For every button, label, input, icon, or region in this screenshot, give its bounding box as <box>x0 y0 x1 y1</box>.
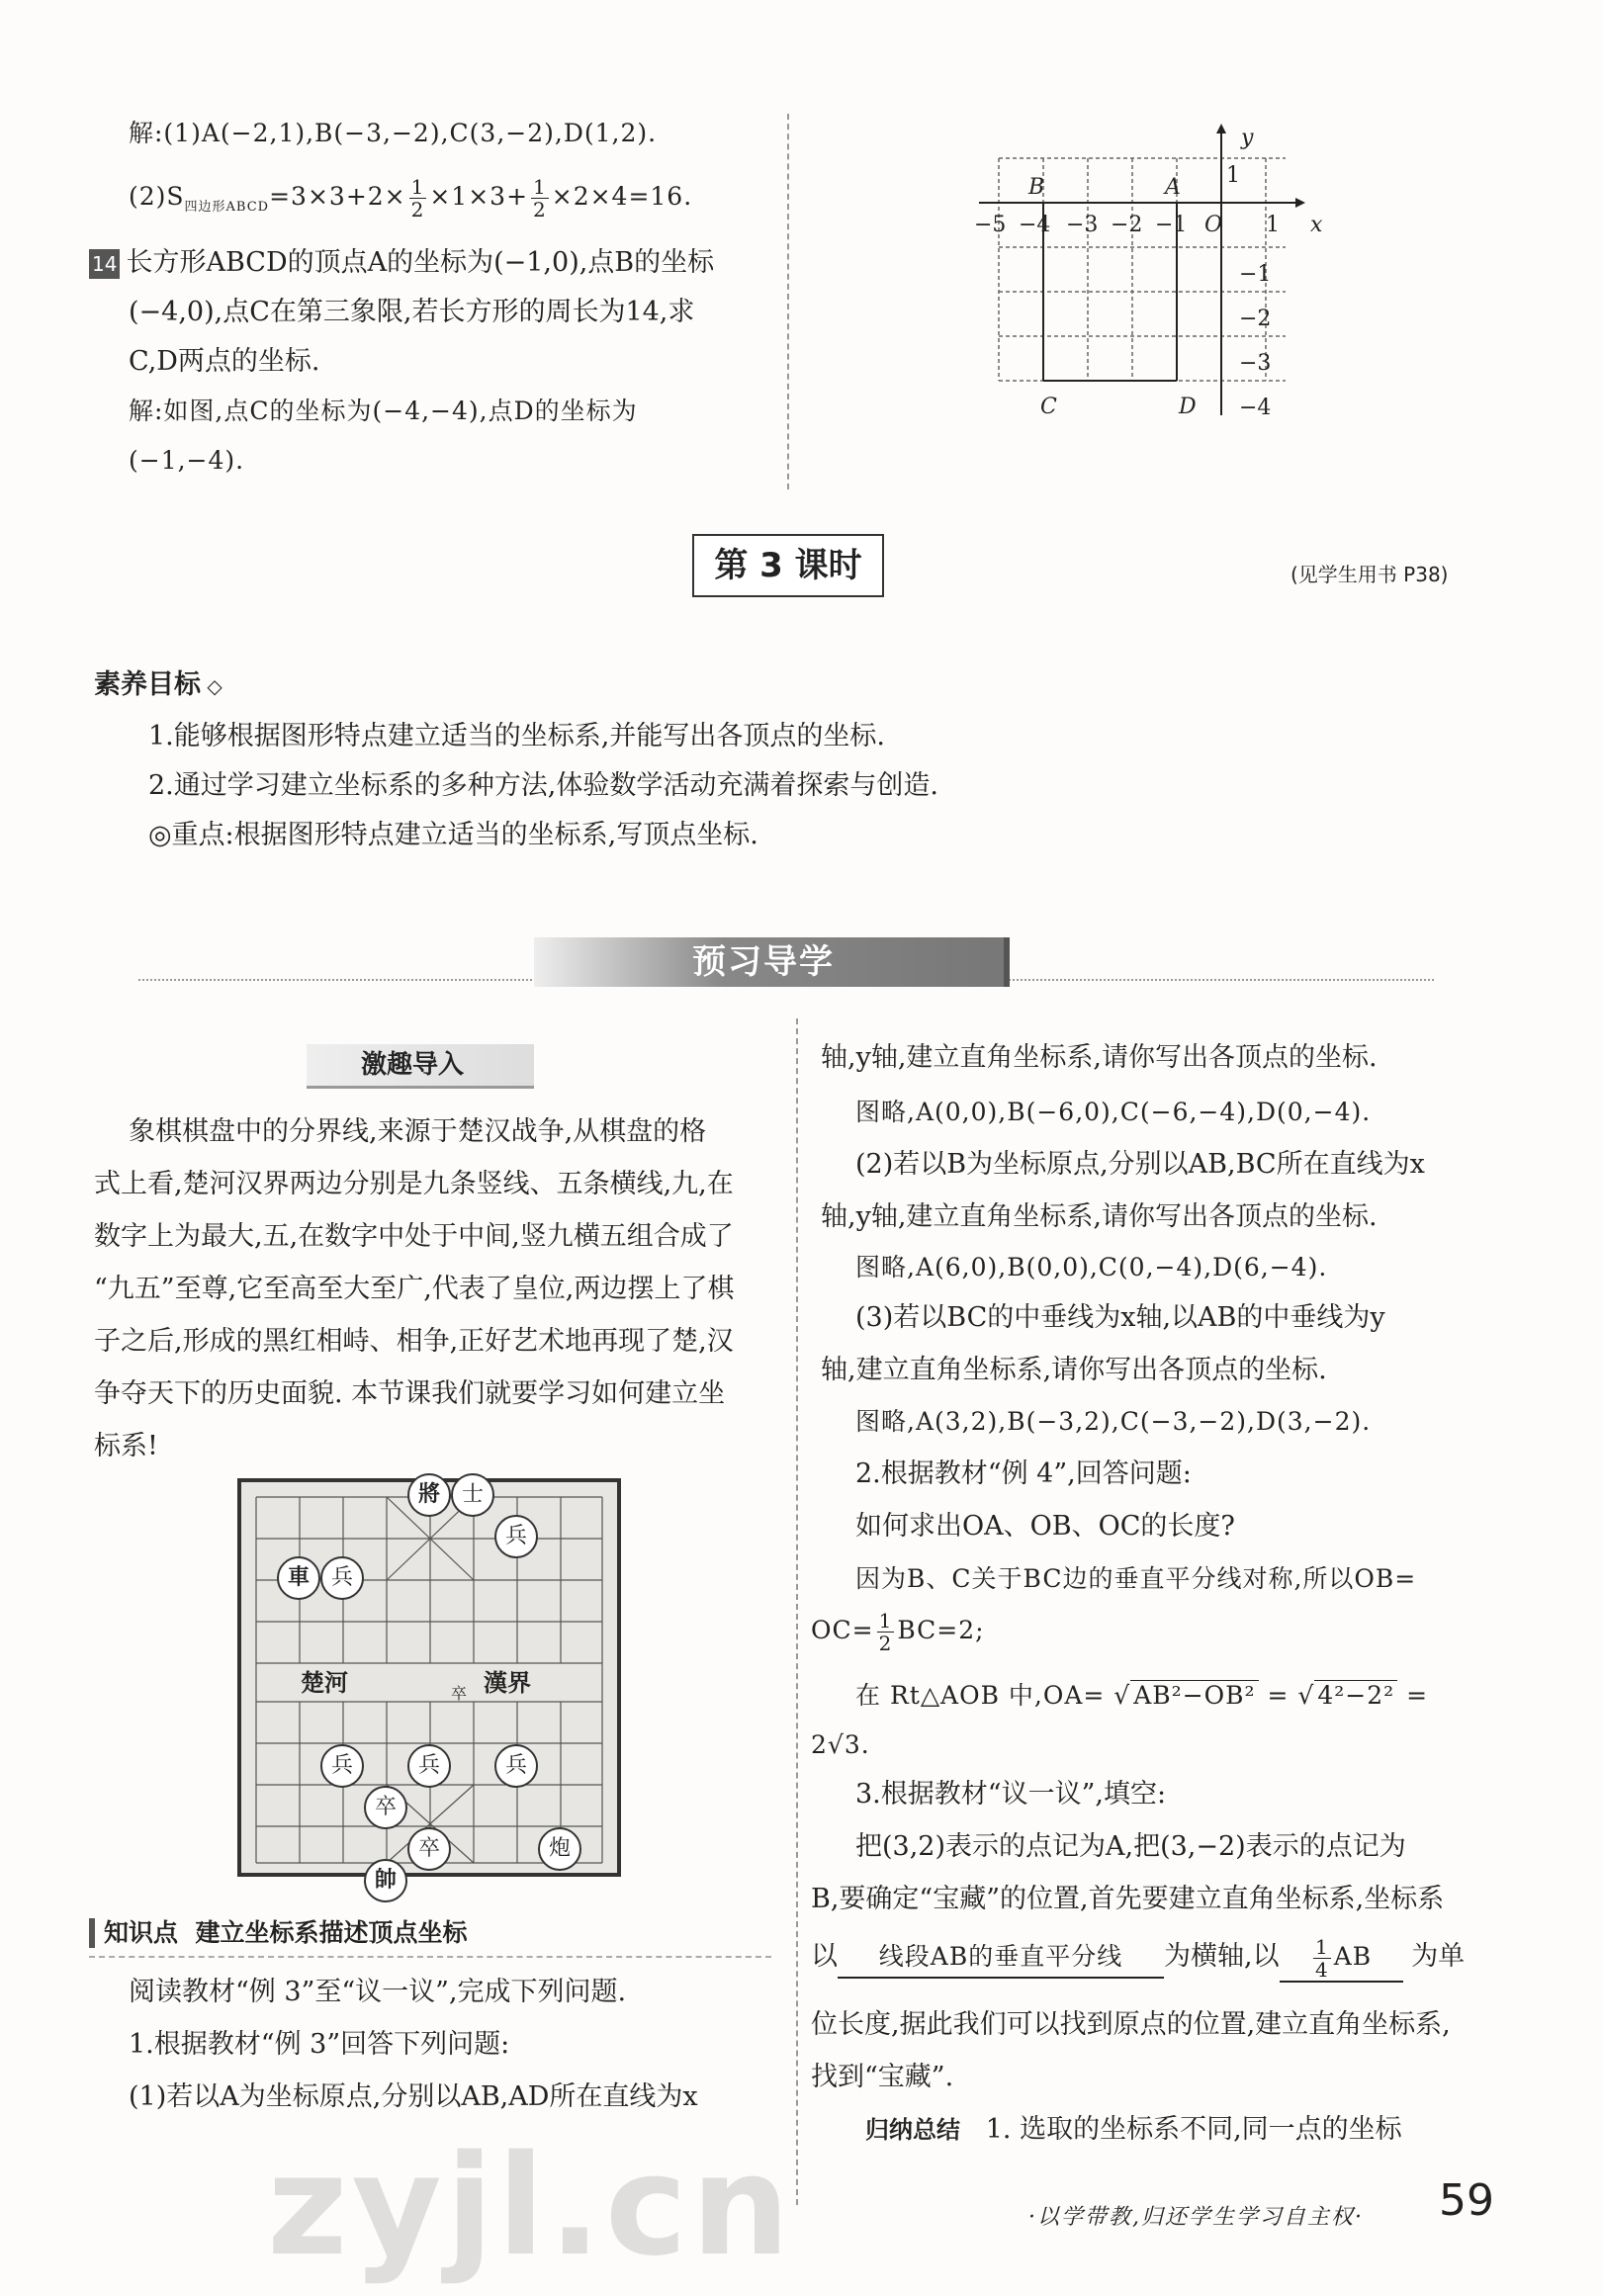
right-answer-2: 图略,A(6,0),B(0,0),C(0,−4),D(6,−4). <box>855 1253 1328 1281</box>
column-divider-main <box>796 1018 798 2205</box>
chess-piece: 卒 <box>364 1786 407 1829</box>
tick-x-neg4: −4 <box>1019 213 1051 237</box>
river-right-label: 漢界 <box>484 1669 531 1697</box>
tick-y-neg3: −3 <box>1239 351 1272 376</box>
tick-x-1: 1 <box>1266 213 1280 237</box>
intro-para-line5: 子之后,形成的黑红相峙、相争,正好艺术地再现了楚,汉 <box>94 1326 734 1357</box>
question-1: 1.根据教材“例 3”回答下列问题: <box>129 2029 510 2060</box>
solution-13-part2: $(2)S_{四边形ABCD}=3\times 3+2\times$ $\frac{1}{2}$ ×1×3+ $\frac{1}{2}$ ×2×4=16. <box>129 175 693 221</box>
intro-heading: 激趣导入 <box>361 1050 465 1080</box>
goal-2: 2.通过学习建立坐标系的多种方法,体验数学活动充满着探索与创造. <box>148 770 938 801</box>
read-instruction: 阅读教材“例 3”至“议一议”,完成下列问题. <box>129 1977 627 2007</box>
chess-piece: 兵 <box>494 1515 538 1558</box>
right-answer-3: 图略,A(3,2),B(−3,2),C(−3,−2),D(3,−2). <box>855 1407 1372 1436</box>
solution-14-line1: 解:如图,点C的坐标为(−4,−4),点D的坐标为 <box>129 397 638 425</box>
solution-13-part1: 解:(1)A(−2,1),B(−3,−2),C(3,−2),D(1,2). <box>129 119 658 147</box>
student-book-ref: (见学生用书 P38) <box>1290 563 1449 586</box>
question-14-line2: (−4,0),点C在第三象限,若长方形的周长为14,求 <box>129 297 695 327</box>
chess-piece: 士 <box>451 1473 494 1517</box>
intro-para-line4: “九五”至尊,它至高至大至广,代表了皇位,两边摆上了棋 <box>94 1274 735 1304</box>
chess-piece: 將 <box>407 1473 451 1517</box>
right-line-7: 轴,建立直角坐标系,请你写出各顶点的坐标. <box>821 1355 1327 1385</box>
tick-x-neg5: −5 <box>974 213 1007 237</box>
right-line-10: 如何求出OA、OB、OC的长度? <box>855 1511 1235 1542</box>
chess-piece: 兵 <box>320 1744 364 1788</box>
right-line-19: 位长度,据此我们可以找到原点的位置,建立直角坐标系, <box>811 2009 1451 2040</box>
right-answer-4c: 在 Rt△AOB 中,OA= √ AB²−OB² = √ 4²−2² = <box>855 1681 1429 1710</box>
kp-marker <box>89 1918 95 1948</box>
intro-para-line2: 式上看,楚河汉界两边分别是九条竖线、五条横线,九,在 <box>94 1169 734 1199</box>
page-number: 59 <box>1439 2175 1494 2226</box>
tick-x-neg1: −1 <box>1155 213 1188 237</box>
point-C-label: C <box>1040 395 1057 419</box>
intro-para-line1: 象棋棋盘中的分界线,来源于楚汉战争,从棋盘的格 <box>129 1116 707 1147</box>
diamond-icon: ◇ <box>201 674 222 698</box>
question-14-line1: 14 长方形ABCD的顶点A的坐标为(−1,0),点B的坐标 <box>89 243 714 283</box>
banner-title: 预习导学 <box>692 942 835 982</box>
tick-x-neg3: −3 <box>1066 213 1099 237</box>
goals-heading: 素养目标 ◇ <box>94 669 222 700</box>
intro-para-line3: 数字上为最大,五,在数字中处于中间,竖九横五组合成了 <box>94 1221 734 1252</box>
right-answer-4a: 因为B、C关于BC边的垂直平分线对称,所以OB= <box>855 1564 1417 1593</box>
x-axis-label: x <box>1310 213 1323 237</box>
right-answer-4b: OC= $\frac{1}{2}$ BC=2; <box>811 1609 985 1655</box>
coordinate-grid-figure <box>959 119 1335 435</box>
intro-para-line7: 标系! <box>94 1431 158 1461</box>
goal-1: 1.能够根据图形特点建立适当的坐标系,并能写出各顶点的坐标. <box>148 721 885 751</box>
lesson-title: 第 3 课时 <box>714 546 862 585</box>
summary-line: 归纳总结 1. 选取的坐标系不同,同一点的坐标 <box>865 2114 1402 2145</box>
question-1-1: (1)若以A为坐标原点,分别以AB,AD所在直线为x <box>129 2081 698 2112</box>
right-line-9: 2.根据教材“例 4”,回答问题: <box>855 1458 1192 1489</box>
watermark: zyjl.cn <box>267 2126 794 2287</box>
right-line-15: 3.根据教材“议一议”,填空: <box>855 1779 1167 1810</box>
solution-14-line2: (−1,−4). <box>129 446 245 475</box>
tick-y-neg4: −4 <box>1239 396 1272 420</box>
chess-piece: 卒 <box>407 1827 451 1871</box>
chess-piece: 帥 <box>364 1859 407 1902</box>
question-number-badge: 14 <box>89 249 120 279</box>
right-answer-1: 图略,A(0,0),B(−6,0),C(−6,−4),D(0,−4). <box>855 1098 1372 1126</box>
chess-piece: 兵 <box>494 1744 538 1788</box>
kp-heading: 知识点 建立坐标系描述顶点坐标 <box>104 1918 468 1947</box>
right-line-6: (3)若以BC的中垂线为x轴,以AB的中垂线为y <box>855 1302 1385 1333</box>
fill-blank-1: 线段AB的垂直平分线 <box>838 1937 1164 1979</box>
banner-bar <box>1004 937 1010 987</box>
footer-motto: ·以学带教,归还学生学习自主权· <box>1028 2205 1364 2230</box>
right-line-16: 把(3,2)表示的点记为A,把(3,−2)表示的点记为 <box>855 1831 1406 1862</box>
kp-underline <box>89 1956 771 1958</box>
chess-piece: 炮 <box>538 1827 581 1871</box>
tick-y-1: 1 <box>1226 163 1240 188</box>
chess-board <box>237 1478 621 1877</box>
summary-label: 归纳总结 <box>865 2116 960 2144</box>
tick-y-neg1: −1 <box>1239 262 1272 287</box>
chess-piece: 兵 <box>320 1556 364 1600</box>
chess-piece: 兵 <box>407 1744 451 1788</box>
right-line-17: B,要确定“宝藏”的位置,首先要建立直角坐标系,坐标系 <box>811 1884 1445 1914</box>
right-line-3: (2)若以B为坐标原点,分别以AB,BC所在直线为x <box>855 1149 1425 1180</box>
right-line-20: 找到“宝藏”. <box>811 2062 954 2092</box>
chess-piece: 車 <box>277 1556 320 1600</box>
tick-x-neg2: −2 <box>1111 213 1143 237</box>
intro-para-line6: 争夺天下的历史面貌. 本节课我们就要学习如何建立坐 <box>94 1378 726 1409</box>
right-line-4: 轴,y轴,建立直角坐标系,请你写出各顶点的坐标. <box>821 1201 1378 1232</box>
point-D-label: D <box>1179 395 1197 419</box>
right-line-18: 以 线段AB的垂直平分线 为横轴,以 $\frac{1}{4}$ AB 为单 <box>811 1935 1466 1982</box>
y-axis-label: y <box>1241 126 1254 150</box>
origin-label: O <box>1204 213 1223 237</box>
column-divider-top <box>787 114 789 489</box>
question-14-line3: C,D两点的坐标. <box>129 346 320 377</box>
point-B-label: B <box>1028 175 1045 200</box>
fill-blank-2: $\frac{1}{4}$ AB <box>1280 1936 1403 1983</box>
key-point: ◎重点:根据图形特点建立适当的坐标系,写顶点坐标. <box>148 820 758 850</box>
river-left-label: 楚河 <box>301 1669 348 1697</box>
right-answer-4d: 2√3. <box>811 1730 870 1759</box>
lesson-title-box <box>692 534 884 597</box>
right-line-1: 轴,y轴,建立直角坐标系,请你写出各顶点的坐标. <box>821 1042 1378 1073</box>
point-A-label: A <box>1165 175 1181 200</box>
tick-y-neg2: −2 <box>1239 307 1272 331</box>
